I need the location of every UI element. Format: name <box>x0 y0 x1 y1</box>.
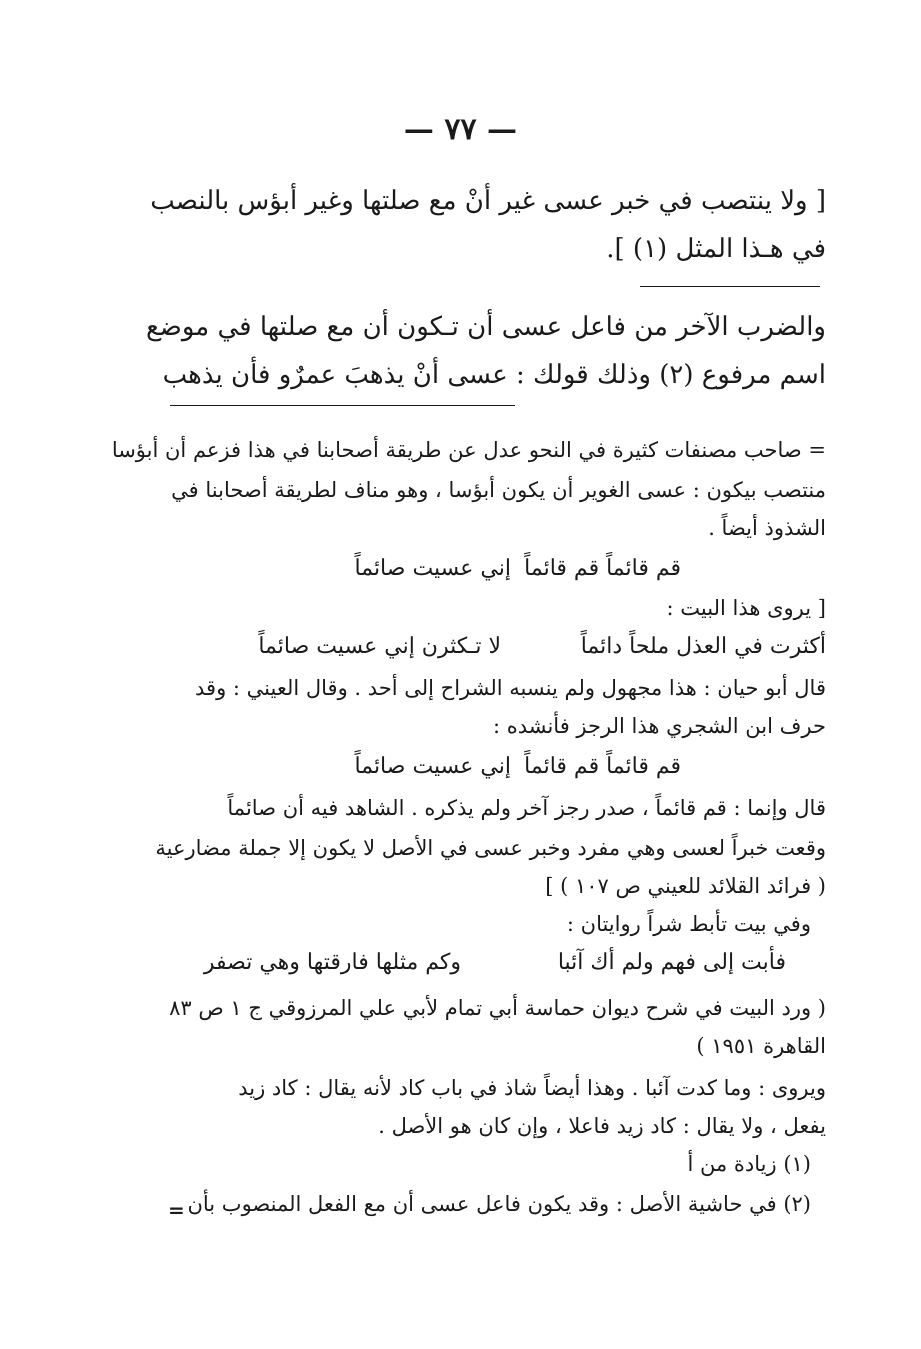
note-2: (٢) في حاشية الأصل : وقد يكون فاعل عسى أن مع الفعل المنصوب بأن <box>187 1192 811 1216</box>
taabbata-line: وفي بيت تأبط شراً روايتان : <box>566 912 811 936</box>
yurwa-line-2: يفعل ، ولا يقال : كاد زيد فاعلا ، وإن كان هو الأصل . <box>378 1114 826 1138</box>
qala-line-1: قال وإنما : قم قائماً ، صدر رجز آخر ولم يذكره . الشاهد فيه أن صائماً <box>227 796 826 820</box>
note-1: (١) زيادة من أ <box>687 1152 811 1176</box>
abu-hayyan-line-1: قال أبو حيان : هذا مجهول ولم ينسبه الشراح إلى أحد . وقال العيني : وقد <box>195 676 826 700</box>
verse3-right-hemistich: إني عسيت صائماً <box>354 754 511 779</box>
verse3-left-hemistich: قم قائماً قم قائماً <box>524 754 681 779</box>
verse4-left-hemistich: وكم مثلها فارقتها وهي تصفر <box>203 950 461 975</box>
example-underline <box>170 405 515 406</box>
main-line-2: اسم مرفوع (٢) وذلك قولك : عسى أنْ يذهبَ عمرٌو فأن يذهب <box>162 360 826 390</box>
footnote-line-3: الشذوذ أيضاً . <box>708 516 826 540</box>
footnote-line-1: = صاحب مصنفات كثيرة في النحو عدل عن طريقة أصحابنا في هذا فزعم أن أبؤسا <box>111 438 826 462</box>
page-number: — ٧٧ — <box>403 112 518 147</box>
bracket-line-1: [ ولا ينتصب في خبر عسى غير أنْ مع صلتها وغير أبؤس بالنصب <box>150 186 826 216</box>
qala-line-3: ( فرائد القلائد للعيني ص ١٠٧ ) ] <box>545 874 826 898</box>
yurwa-line-1: ويروى : وما كدت آئبا . وهذا أيضاً شاذ في باب كاد لأنه يقال : كاد زيد <box>238 1076 826 1100</box>
verse1-right-hemistich: إني عسيت صائماً <box>354 556 511 581</box>
verse4-right-hemistich: فأبت إلى فهم ولم أك آئبا <box>557 950 786 975</box>
rowa-line: [ يروى هذا البيت : <box>666 596 826 620</box>
verse1-left-hemistich: قم قائماً قم قائماً <box>524 556 681 581</box>
verse2-right-hemistich: أكثرت في العذل ملحاً دائماً <box>580 634 826 659</box>
footnote-line-2: منتصب بيكون : عسى الغوير أن يكون أبؤسا ، وهو مناف لطريقة أصحابنا في <box>171 478 826 502</box>
abu-hayyan-line-2: حرف ابن الشجري هذا الرجز فأنشده : <box>492 714 826 738</box>
continuation-mark-icon: = <box>168 1198 185 1222</box>
qala-line-2: وقعت خبراً لعسى وهي مفرد وخبر عسى في الأصل لا يكون إلا جملة مضارعية <box>155 836 826 860</box>
ward-line-1: ( ورد البيت في شرح ديوان حماسة أبي تمام لأبي علي المرزوقي ج ١ ص ٨٣ <box>169 996 826 1020</box>
main-line-1: والضرب الآخر من فاعل عسى أن تـكون أن مع صلتها في موضع <box>145 312 826 342</box>
verse2-left-hemistich: لا تـكثرن إني عسيت صائماً <box>258 634 501 659</box>
ward-line-2: القاهرة ١٩٥١ ) <box>696 1034 826 1058</box>
bracket-line-2: في هـذا المثل (١) ]. <box>606 234 826 264</box>
bracket-underline <box>640 286 820 287</box>
